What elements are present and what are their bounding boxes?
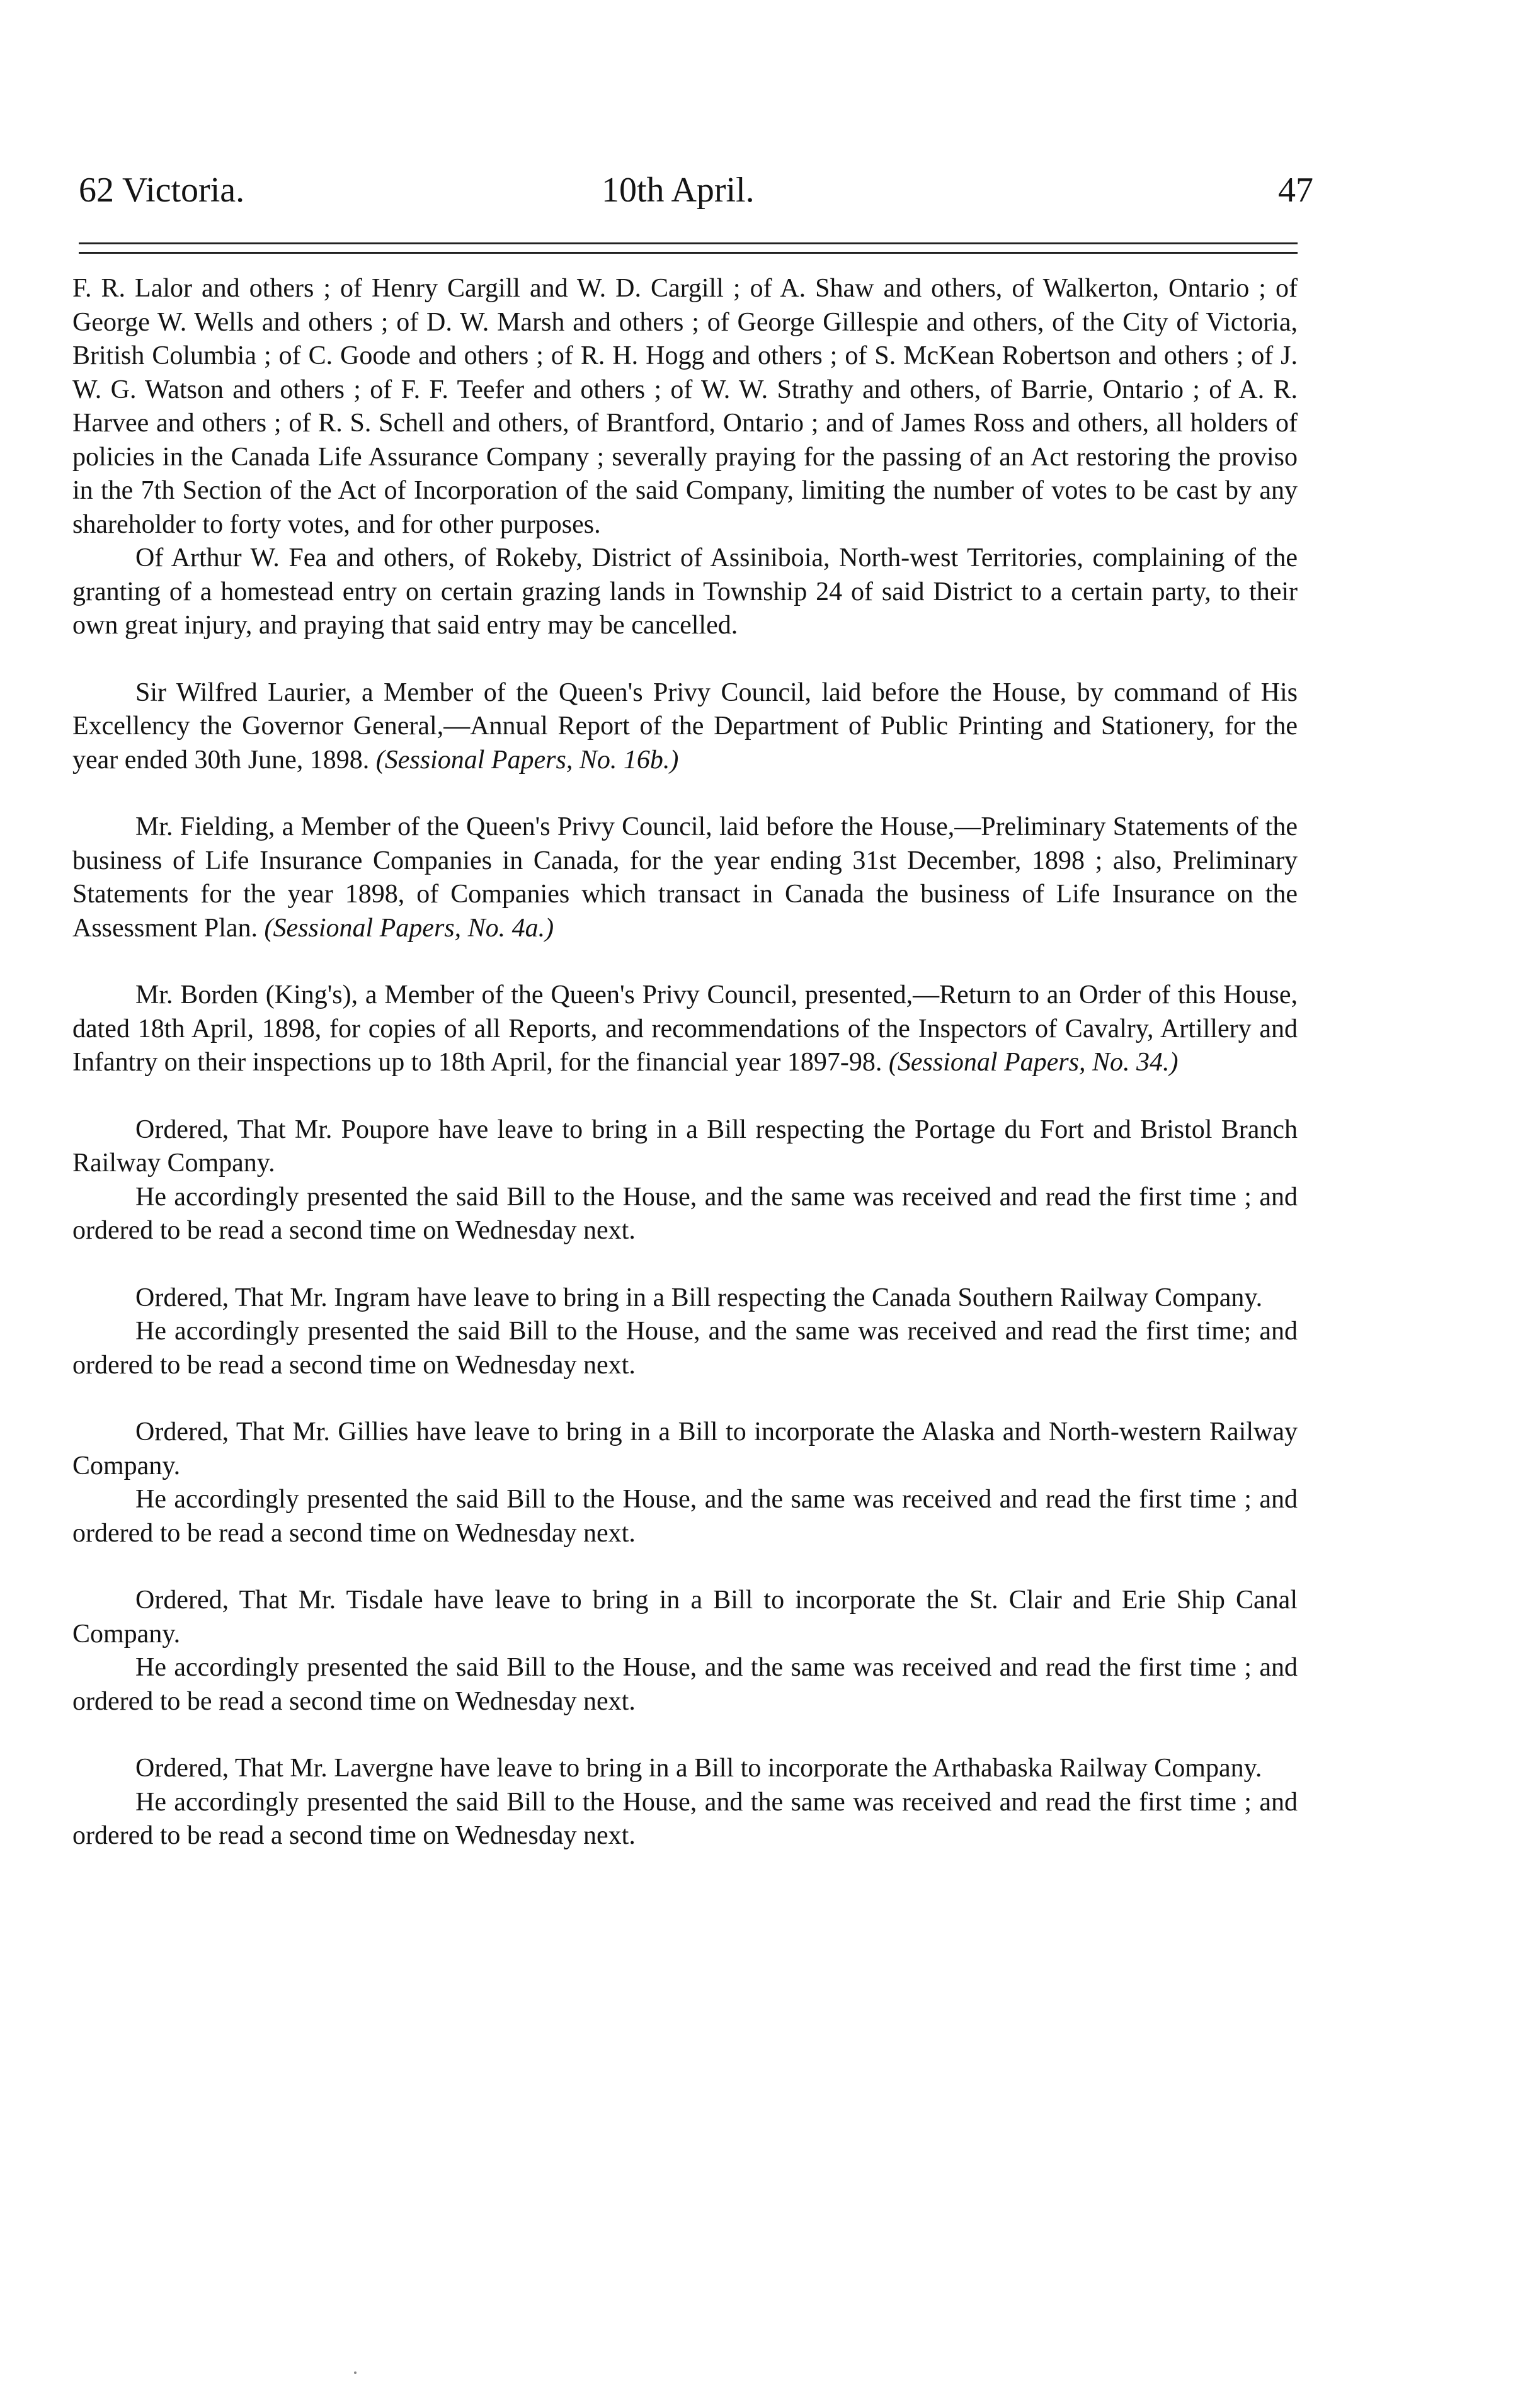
order-ingram: Ordered, That Mr. Ingram have leave to bring in a Bill respecting the Canada Southern Railway Company. — [135, 1283, 1263, 1312]
paper-laurier-reference: (Sessional Papers, No. 16b.) — [375, 745, 679, 775]
paper-fielding — [72, 810, 1298, 945]
page-number: 47 — [1278, 171, 1313, 210]
order-gillies: Ordered, That Mr. Gillies have leave to bring in a Bill to incorporate the Alaska and North-western Railway Company. — [72, 1417, 1298, 1480]
order-lavergne: Ordered, That Mr. Lavergne have leave to bring in a Bill to incorporate the Arthabaska Railway Company. — [135, 1754, 1262, 1783]
header-rule-top — [79, 242, 1298, 244]
header-regnal-year: 62 Victoria. — [79, 171, 245, 210]
order-tisdale: Ordered, That Mr. Tisdale have leave to bring in a Bill to incorporate the St. Clair and Erie Ship Canal Company. — [72, 1586, 1298, 1649]
journal-body — [72, 272, 1298, 1853]
return-borden-text: Mr. Borden (King's), a Member of the Queen's Privy Council, presented,—Return to an Order of this House, dated 18th April, 1898, for copies of all Reports, and recommendations of the Inspectors of Cavalry, Artillery and Infantry on their inspections up to 18th April, for the financial year 1897-98. — [72, 980, 1298, 1077]
bill-ingram-presented: He accordingly presented the said Bill to the House, and the same was received and read the first time; and ordered to be read a second time on Wednesday next. — [72, 1317, 1298, 1380]
header-date: 10th April. — [602, 171, 755, 210]
running-header — [79, 165, 1313, 215]
bill-tisdale-presented: He accordingly presented the said Bill to the House, and the same was received and read the first time ; and ordered to be read a second time on Wednesday next. — [72, 1653, 1298, 1716]
return-borden — [72, 979, 1298, 1080]
paper-laurier-text: Sir Wilfred Laurier, a Member of the Queen's Privy Council, laid before the House, by command of His Excellency the Governor General,—Annual Report of the Department of Public Printing and Stationery, for the year ended 30th June, 1898. — [72, 678, 1298, 775]
petition-fea: Of Arthur W. Fea and others, of Rokeby, District of Assiniboia, North-west Territories, complaining of the granting of a homestead entry on certain grazing lands in Township 24 of said District to a certain party, to their own great injury, and praying that said entry may be cancelled. — [72, 543, 1298, 640]
paper-fielding-text: Mr. Fielding, a Member of the Queen's Privy Council, laid before the House,—Preliminary Statements of the business of Life Insurance Companies in Canada, for the year ending 31st December, 1898 ; also, Preliminary Statements for the year 1898, of Companies which transact in Canada the business of Life Insurance on the Assessment Plan. — [72, 812, 1298, 943]
petition-list-continued: F. R. Lalor and others ; of Henry Cargill and W. D. Cargill ; of A. Shaw and others, of Walkerton, Ontario ; of George W. Wells and others ; of D. W. Marsh and others ; of George Gillespie and others, of the City of Victoria, British Columbia ; of C. Goode and others ; of R. H. Hogg and others ; of S. McKean Robertson and others ; of J. W. G. Watson and others ; of F. F. Teefer and others ; of W. W. Strathy and others, of Barrie, Ontario ; of A. R. Harvee and others ; of R. S. Schell and others, of Brantford, Ontario ; and of James Ross and others, all holders of policies in the Canada Life Assurance Company ; severally praying for the passing of an Act restoring the proviso in the 7th Section of the Act of Incorporation of the said Company, limiting the number of votes to be cast by any shareholder to forty votes, and for other purposes. — [72, 274, 1298, 539]
return-borden-reference: (Sessional Papers, No. 34.) — [888, 1048, 1179, 1077]
order-poupore: Ordered, That Mr. Poupore have leave to bring in a Bill respecting the Portage du Fort and Bristol Branch Railway Company. — [72, 1115, 1298, 1178]
header-rule-bottom — [79, 252, 1298, 254]
paper-laurier — [72, 676, 1298, 778]
bill-poupore-presented: He accordingly presented the said Bill to the House, and the same was received and read the first time ; and ordered to be read a second time on Wednesday next. — [72, 1182, 1298, 1245]
paper-fielding-reference: (Sessional Papers, No. 4a.) — [264, 913, 554, 943]
stray-ink-mark — [354, 2371, 357, 2374]
bill-gillies-presented: He accordingly presented the said Bill to the House, and the same was received and read the first time ; and ordered to be read a second time on Wednesday next. — [72, 1485, 1298, 1548]
bill-lavergne-presented: He accordingly presented the said Bill to the House, and the same was received and read the first time ; and ordered to be read a second time on Wednesday next. — [72, 1787, 1298, 1850]
